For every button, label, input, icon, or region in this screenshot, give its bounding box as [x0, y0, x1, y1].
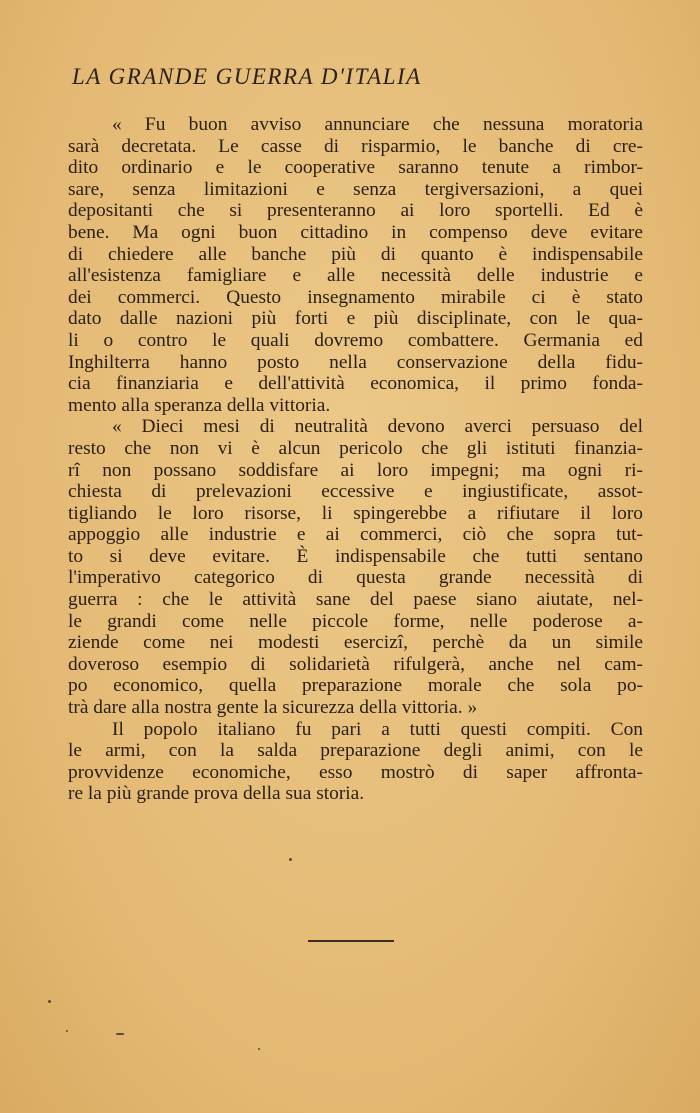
paper-speck	[258, 1048, 260, 1050]
text-line: « Dieci mesi di neutralità devono averci persuaso del	[112, 416, 643, 438]
text-line: doveroso esempio di solidarietà rifulgerà, anche nel cam-	[68, 653, 643, 675]
text-line: depositanti che si presenteranno ai loro sportelli. Ed è	[68, 200, 643, 222]
text-line: mento alla speranza della vittoria.	[68, 394, 331, 416]
text-line: re la più grande prova della sua storia.	[68, 783, 365, 805]
text-line: dato dalle nazioni più forti e più disciplinate, con le qua-	[68, 308, 643, 330]
text-line: trà dare alla nostra gente la sicurezza della vittoria. »	[68, 697, 478, 719]
text-line: sare, senza limitazioni e senza tergiversazioni, a quei	[68, 178, 643, 200]
text-line: Il popolo italiano fu pari a tutti questi compiti. Con	[112, 718, 643, 740]
paragraph	[68, 114, 643, 416]
text-line: bene. Ma ogni buon cittadino in compenso deve evitare	[68, 221, 643, 243]
text-line: dei commerci. Questo insegnamento mirabile ci è stato	[68, 286, 643, 308]
text-line: cia finanziaria e dell'attività economica, il primo fonda-	[68, 373, 643, 395]
text-line: di chiedere alle banche più di quanto è indispensabile	[68, 243, 643, 265]
text-line: ziende come nei modesti esercizî, perchè da un simile	[68, 632, 643, 654]
text-line: le armi, con la salda preparazione degli animi, con le	[68, 740, 643, 762]
text-line: to si deve evitare. È indispensabile che tutti sentano	[68, 545, 643, 567]
text-line: Inghilterra hanno posto nella conservazione della fidu-	[68, 351, 643, 373]
text-line: l'imperativo categorico di questa grande necessità di	[68, 567, 643, 589]
text-line: rî non possano soddisfare ai loro impegni; ma ogni ri-	[68, 459, 643, 481]
end-rule	[308, 940, 394, 942]
text-line: resto che non vi è alcun pericolo che gli istituti finanzia-	[68, 437, 643, 459]
text-line: « Fu buon avviso annunciare che nessuna moratoria	[112, 114, 643, 135]
paper-speck	[48, 1000, 51, 1003]
text-line: appoggio alle industrie e ai commerci, ciò che sopra tut-	[68, 524, 643, 546]
paper-speck	[116, 1033, 124, 1035]
text-line: po economico, quella preparazione morale che sola po-	[68, 675, 643, 697]
text-line: chiesta di prelevazioni eccessive e ingiustificate, assot-	[68, 481, 643, 503]
paper-speck	[66, 1030, 68, 1032]
text-line: provvidenze economiche, esso mostrò di saper affronta-	[68, 761, 643, 783]
text-line: li o contro le quali dovremo combattere. Germania ed	[68, 329, 643, 351]
running-head: LA GRANDE GUERRA D'ITALIA	[72, 64, 422, 89]
body-text	[68, 114, 643, 805]
text-line: tigliando le loro risorse, li spingerebbe a rifiutare il loro	[68, 502, 643, 524]
paper-speck	[289, 858, 292, 861]
text-line: guerra : che le attività sane del paese siano aiutate, nel-	[68, 589, 643, 611]
text-line: sarà decretata. Le casse di risparmio, le banche di cre-	[68, 135, 643, 157]
text-line: dito ordinario e le cooperative saranno tenute a rimbor-	[68, 157, 643, 179]
text-line: all'esistenza famigliare e alle necessità delle industrie e	[68, 265, 643, 287]
paragraph	[68, 416, 643, 718]
paragraph	[68, 719, 643, 805]
text-line: le grandi come nelle piccole forme, nelle poderose a-	[68, 610, 643, 632]
